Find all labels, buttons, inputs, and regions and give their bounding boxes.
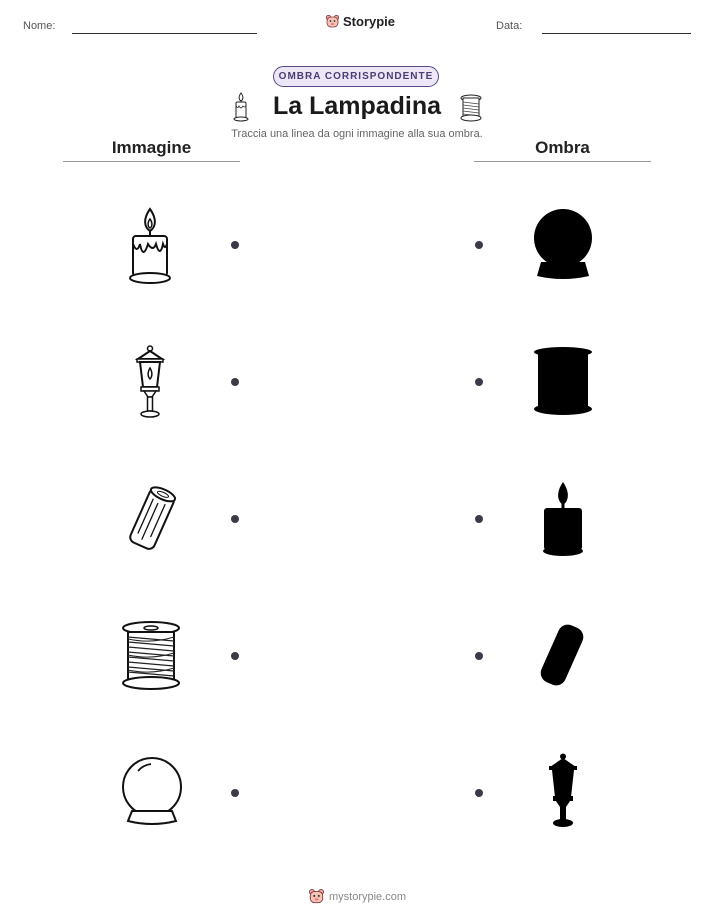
crystal-ball-shadow <box>531 206 595 282</box>
wooden-log-icon <box>124 484 180 554</box>
footer <box>0 888 714 905</box>
brand-logo <box>325 14 395 29</box>
street-lantern-icon <box>132 345 168 419</box>
street-lantern-shadow <box>544 753 582 829</box>
match-dot-left-2[interactable] <box>231 378 239 386</box>
match-dot-right-3[interactable] <box>475 515 483 523</box>
brand-name: Storypie <box>343 14 396 29</box>
instructions-text: Traccia una linea da ogni immagine alla sua ombra. <box>231 128 483 140</box>
footer-website[interactable]: mystorypie.com <box>328 890 407 903</box>
match-dot-right-2[interactable] <box>475 378 483 386</box>
match-dot-left-5[interactable] <box>231 789 239 797</box>
spool-small-icon <box>459 94 483 122</box>
column-divider-right <box>474 161 651 162</box>
column-divider-left <box>63 161 240 162</box>
bear-logo-icon <box>325 14 340 29</box>
name-label: Nome: <box>23 20 56 32</box>
date-line[interactable] <box>542 33 691 34</box>
match-dot-left-1[interactable] <box>231 241 239 249</box>
column-heading-shadow: Ombra <box>535 138 590 157</box>
page-title: La Lampadina <box>272 92 442 120</box>
thread-spool-icon <box>120 620 182 692</box>
match-dot-right-4[interactable] <box>475 652 483 660</box>
name-line[interactable] <box>72 33 257 34</box>
candle-shadow <box>540 480 586 558</box>
thread-spool-shadow <box>532 346 594 416</box>
candle-icon <box>125 206 175 284</box>
bear-footer-icon <box>308 888 325 905</box>
worksheet-type-badge: OMBRA CORRISPONDENTE <box>273 66 439 87</box>
match-dot-right-1[interactable] <box>475 241 483 249</box>
crystal-ball-icon <box>120 755 184 829</box>
match-dot-left-3[interactable] <box>231 515 239 523</box>
wooden-log-shadow <box>533 620 591 690</box>
match-dot-left-4[interactable] <box>231 652 239 660</box>
column-heading-image: Immagine <box>111 138 192 157</box>
date-label: Data: <box>496 20 523 32</box>
match-dot-right-5[interactable] <box>475 789 483 797</box>
